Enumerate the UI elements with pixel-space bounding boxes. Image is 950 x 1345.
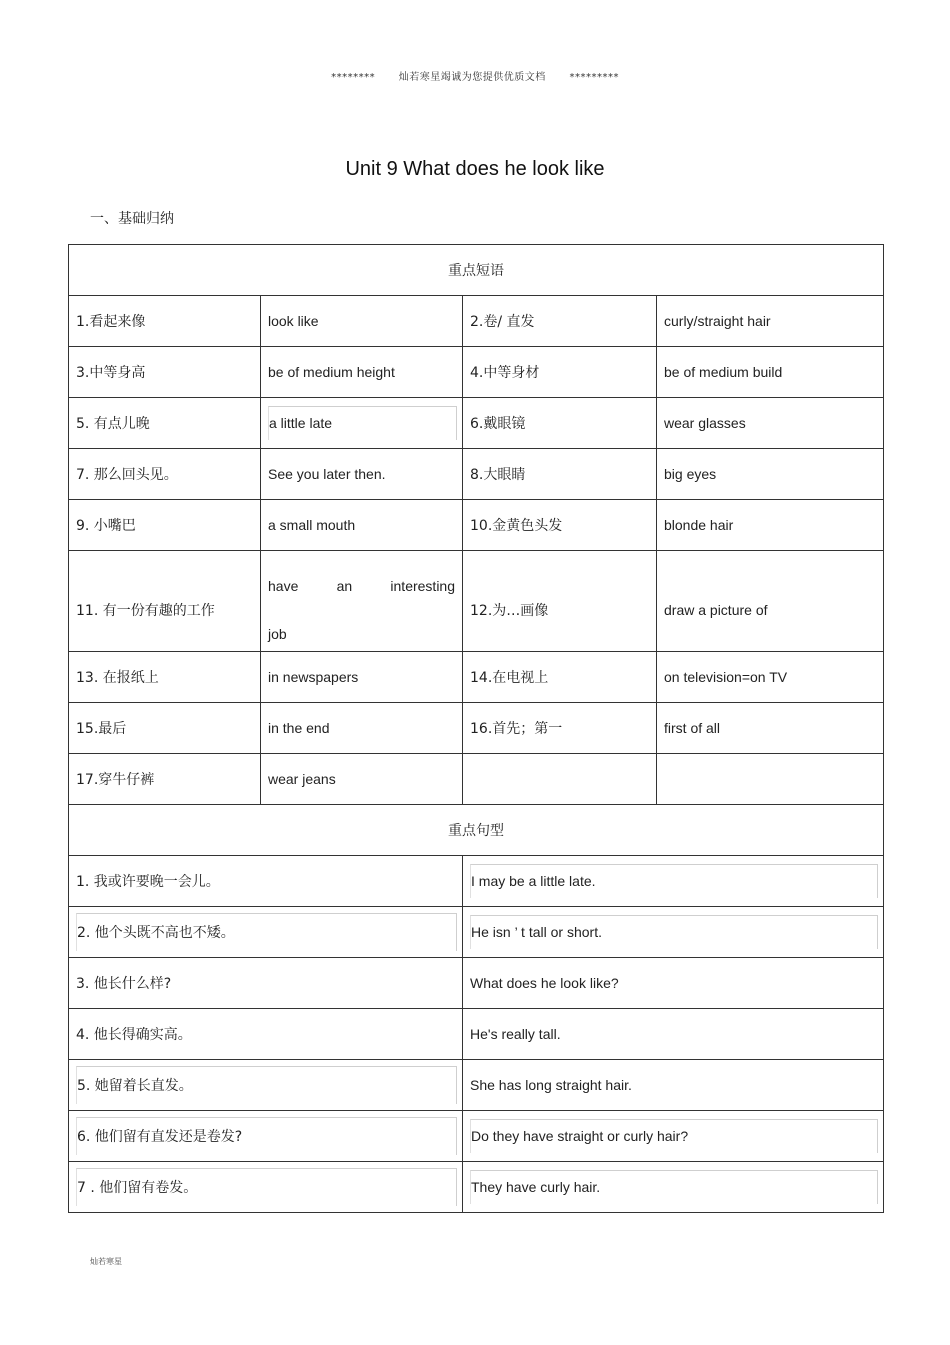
phrase-zh: 15.最后 [69, 703, 261, 754]
sentence-zh: 3. 他长什么样? [69, 958, 463, 1009]
phrase-en: first of all [657, 703, 884, 754]
sentence-en [463, 907, 884, 958]
phrase-en-box: a little late [268, 406, 457, 440]
sentence-en: What does he look like? [463, 958, 884, 1009]
sentence-en-box: I may be a little late. [470, 864, 878, 898]
phrase-zh: 10.金黄色头发 [463, 500, 657, 551]
sentence-zh-box: 7 . 他们留有卷发。 [76, 1168, 457, 1206]
phrase-zh: 3.中等身高 [69, 347, 261, 398]
sentence-row [69, 1111, 884, 1162]
phrase-en: in the end [261, 703, 463, 754]
phrase-row [69, 703, 884, 754]
phrase-en: wear glasses [657, 398, 884, 449]
phrase-zh: 2.卷/ 直发 [463, 296, 657, 347]
header-text: 灿若寒星竭诚为您提供优质文档 [398, 72, 546, 83]
section-heading: 一、基础归纳 [90, 211, 174, 227]
phrase-en: curly/straight hair [657, 296, 884, 347]
phrase-zh-text: 12.为…画像 [470, 602, 549, 619]
phrase-row [69, 296, 884, 347]
sentence-zh [69, 1162, 463, 1213]
sentence-en-box: He isn ’ t tall or short. [470, 915, 878, 949]
phrase-row [69, 449, 884, 500]
phrase-zh: 4.中等身材 [463, 347, 657, 398]
sentence-en [463, 1111, 884, 1162]
sentence-row [69, 856, 884, 907]
sentence-row [69, 1162, 884, 1213]
sentence-en-box: Do they have straight or curly hair? [470, 1119, 878, 1153]
vocabulary-table [68, 244, 884, 1213]
phrase-en: big eyes [657, 449, 884, 500]
phrase-en-line2: job [268, 625, 287, 642]
phrase-row [69, 500, 884, 551]
phrase-en: blonde hair [657, 500, 884, 551]
phrase-en [261, 398, 463, 449]
sentence-zh [69, 1111, 463, 1162]
phrase-word: have [268, 577, 299, 594]
phrase-row [69, 754, 884, 805]
sentence-en-box: They have curly hair. [470, 1170, 878, 1204]
phrase-zh-text: 11. 有一份有趣的工作 [76, 602, 215, 619]
sentence-zh: 4. 他长得确实高。 [69, 1009, 463, 1060]
phrase-zh: 8.大眼睛 [463, 449, 657, 500]
sentence-zh [69, 1060, 463, 1111]
sentence-zh-box: 2. 他个头既不高也不矮。 [76, 913, 457, 951]
phrase-row [69, 347, 884, 398]
sentence-en: He's really tall. [463, 1009, 884, 1060]
phrase-en: in newspapers [261, 652, 463, 703]
phrase-row [69, 398, 884, 449]
phrase-en [657, 551, 884, 652]
phrase-en: See you later then. [261, 449, 463, 500]
sentence-zh [69, 907, 463, 958]
sentence-en [463, 856, 884, 907]
sentence-zh-box: 5. 她留着长直发。 [76, 1066, 457, 1104]
page-footer: 灿若寒星 [90, 1257, 122, 1266]
header-stars-left: ******** [331, 72, 376, 83]
phrase-en: on television=on TV [657, 652, 884, 703]
phrase-zh [69, 551, 261, 652]
phrase-zh: 7. 那么回头见。 [69, 449, 261, 500]
phrase-zh [463, 551, 657, 652]
phrase-zh: 13. 在报纸上 [69, 652, 261, 703]
phrase-en: wear jeans [261, 754, 463, 805]
sentence-zh-box: 6. 他们留有直发还是卷发? [76, 1117, 457, 1155]
phrase-en-text: draw a picture of [664, 601, 768, 618]
phrase-en: look like [261, 296, 463, 347]
phrase-en-line1 [268, 578, 455, 594]
phrase-row [69, 551, 884, 652]
phrase-en: a small mouth [261, 500, 463, 551]
sentence-row [69, 958, 884, 1009]
sentences-heading: 重点句型 [69, 805, 884, 856]
phrase-en [657, 754, 884, 805]
document-title: Unit 9 What does he look like [345, 158, 605, 180]
phrase-en: be of medium build [657, 347, 884, 398]
phrase-en: be of medium height [261, 347, 463, 398]
sentence-en: She has long straight hair. [463, 1060, 884, 1111]
phrase-zh: 5. 有点儿晚 [69, 398, 261, 449]
phrase-en [261, 551, 463, 652]
phrase-row [69, 652, 884, 703]
sentence-row [69, 1060, 884, 1111]
phrase-zh: 1.看起来像 [69, 296, 261, 347]
phrase-word: interesting [390, 577, 455, 594]
phrase-zh: 9. 小嘴巴 [69, 500, 261, 551]
sentence-zh: 1. 我或许要晚一会儿。 [69, 856, 463, 907]
page-header [0, 68, 950, 83]
sentence-en [463, 1162, 884, 1213]
phrase-zh: 16.首先；第一 [463, 703, 657, 754]
phrase-zh: 14.在电视上 [463, 652, 657, 703]
sentence-row [69, 907, 884, 958]
phrase-zh: 6.戴眼镜 [463, 398, 657, 449]
phrase-word: an [336, 577, 353, 594]
header-stars-right: ********* [569, 72, 619, 83]
phrase-zh: 17.穿牛仔裤 [69, 754, 261, 805]
phrase-zh [463, 754, 657, 805]
phrases-heading: 重点短语 [69, 245, 884, 296]
sentence-row [69, 1009, 884, 1060]
